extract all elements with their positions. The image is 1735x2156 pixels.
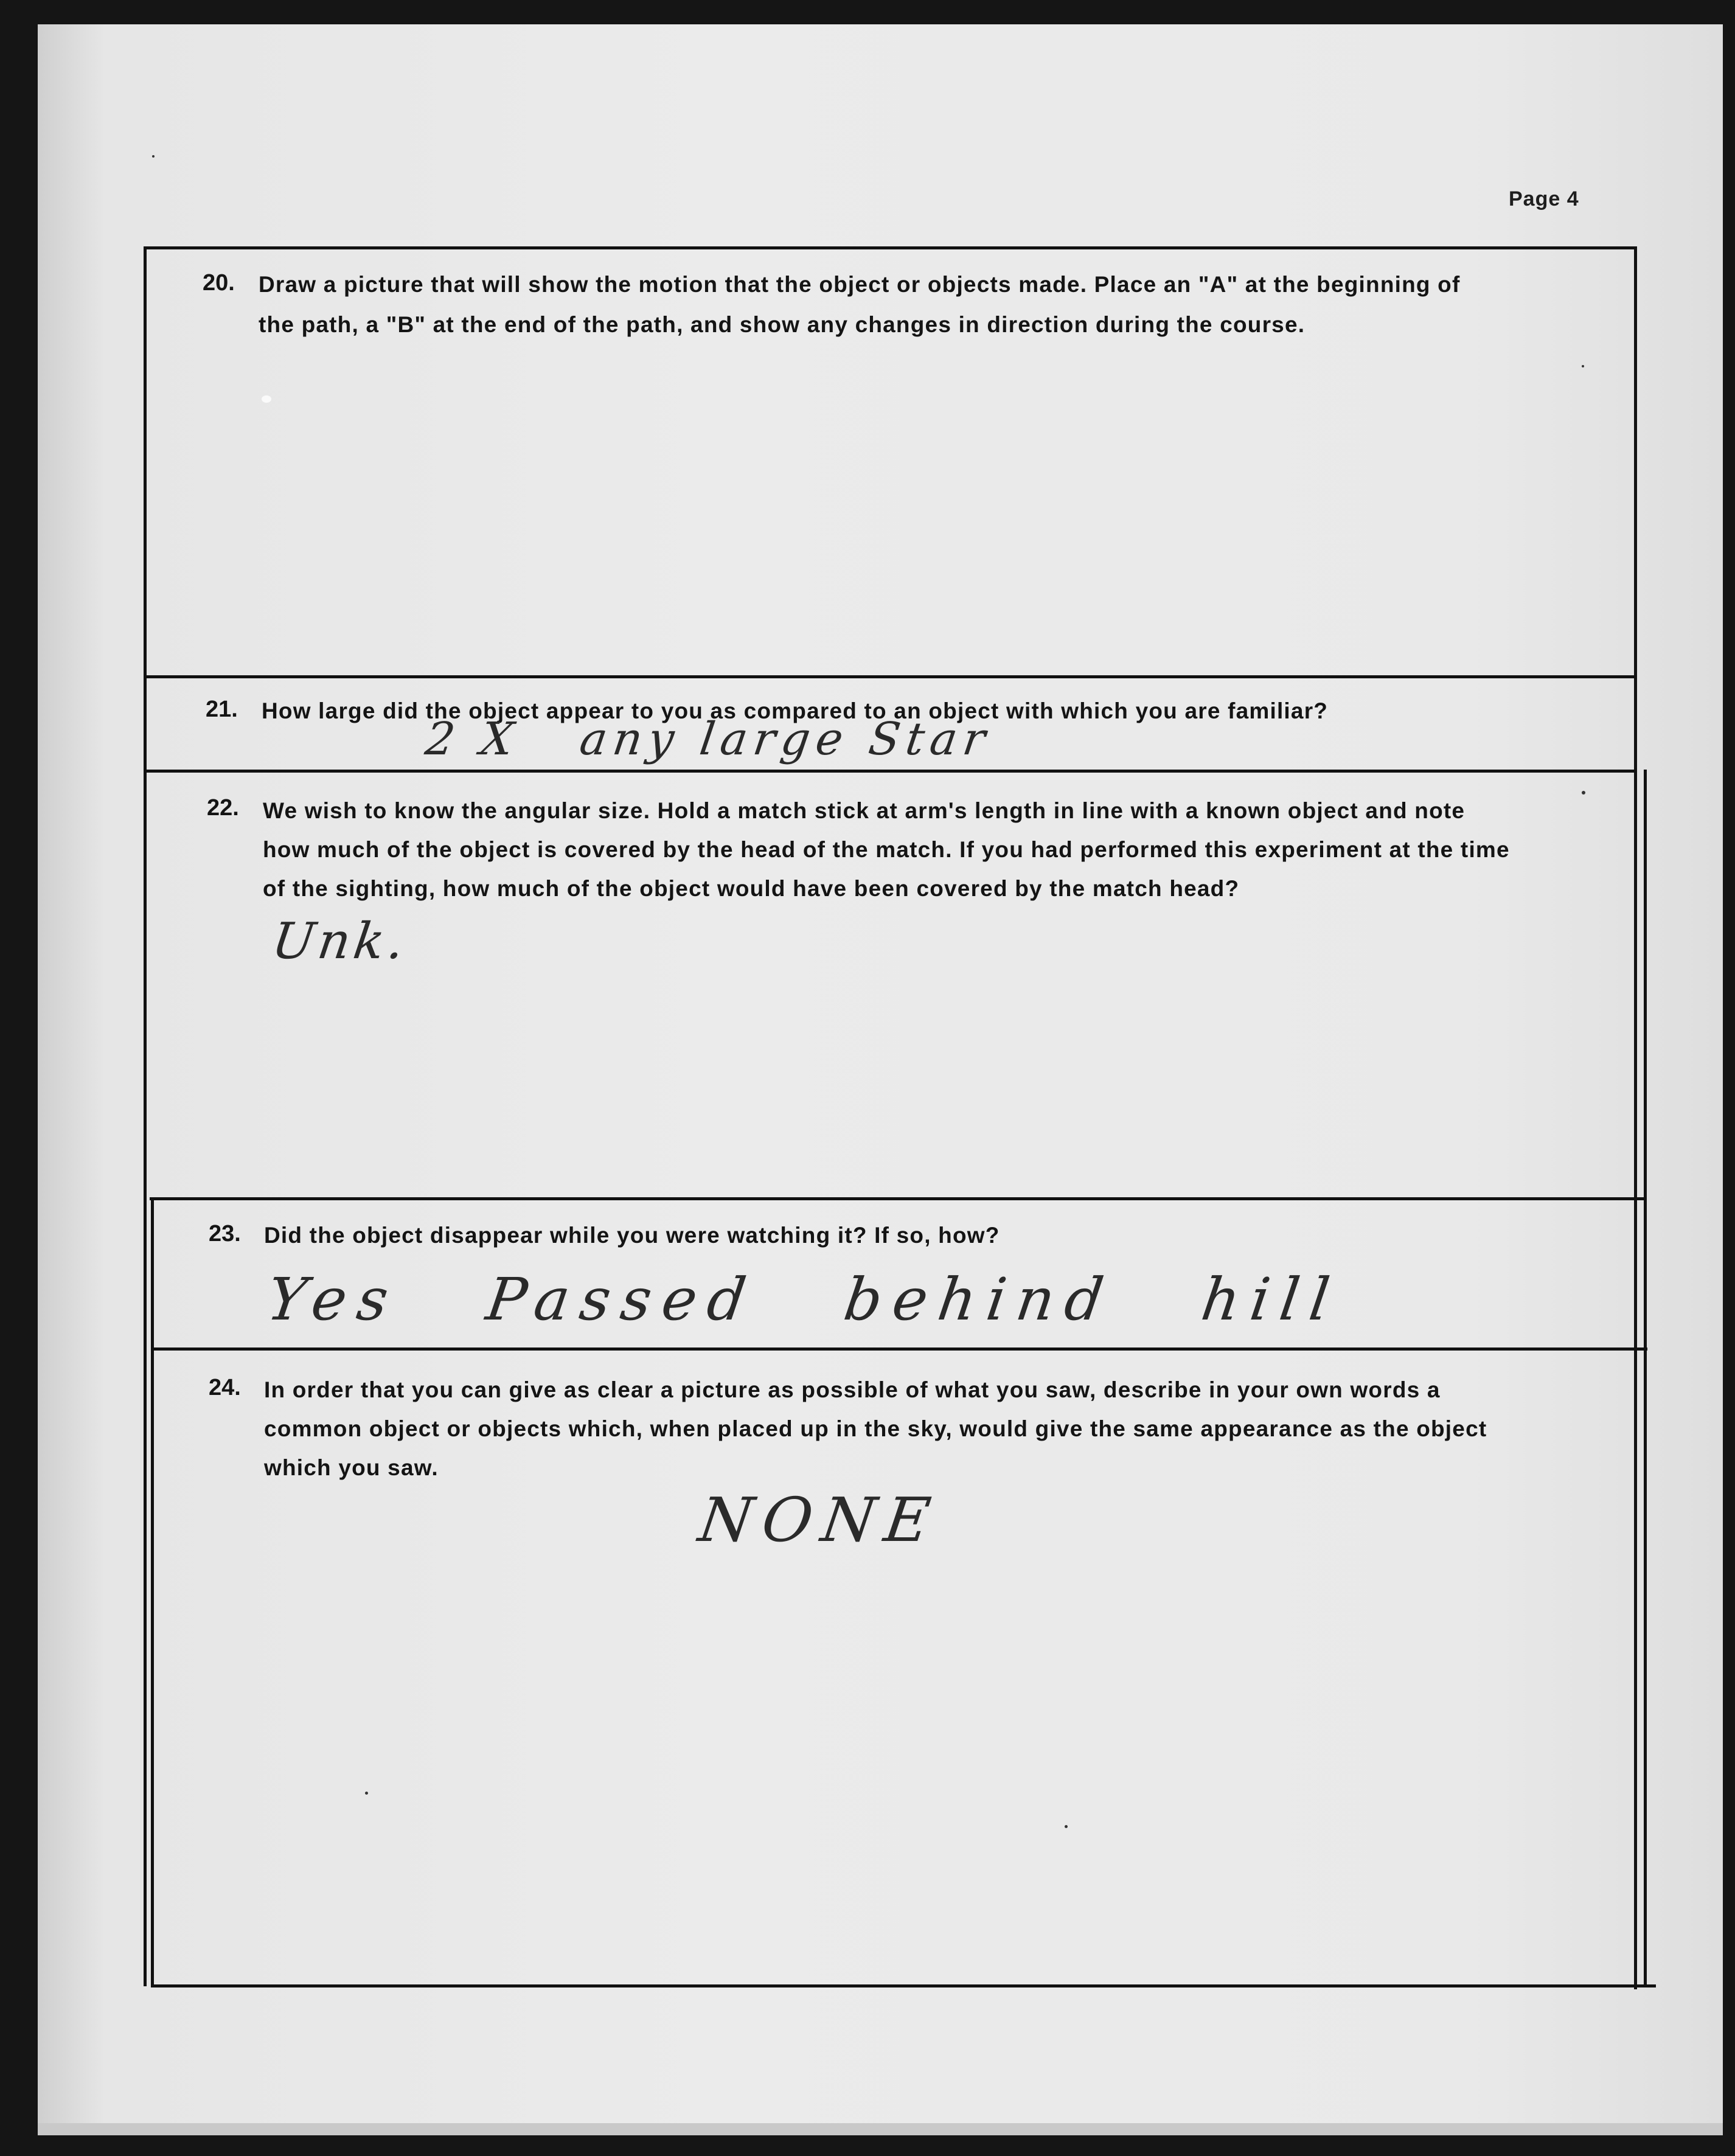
scan-speck <box>262 395 271 403</box>
question-23-answer: Yes Passed behind hill <box>263 1265 1344 1334</box>
paper-bottom-edge <box>38 2123 1723 2135</box>
question-20-text-line1: Draw a picture that will show the motion that the object or objects made. Place an "A" at the beginning of <box>259 272 1461 297</box>
question-22-text-line3: of the sighting, how much of the object would have been covered by the match head? <box>263 876 1240 901</box>
form-left-border <box>144 246 147 1986</box>
question-24-text-line3: which you saw. <box>264 1455 439 1480</box>
form-bottom-border <box>153 1984 1656 1987</box>
form-right-border <box>1634 249 1637 1989</box>
question-21-text: How large did the object appear to you as compared to an object with which you are familiar? <box>262 698 1329 723</box>
question-20-text-line2: the path, a "B" at the end of the path, and show any changes in direction during the course. <box>259 312 1306 337</box>
page-number: Page 4 <box>1509 187 1579 210</box>
question-21-number: 21. <box>206 697 238 722</box>
scan-speck <box>1582 791 1585 795</box>
question-23-number: 23. <box>209 1221 241 1247</box>
question-24-text-line1: In order that you can give as clear a picture as possible of what you saw, describe in your own words a <box>264 1377 1441 1402</box>
divider-20-21 <box>146 675 1637 678</box>
divider-22-23 <box>150 1197 1646 1200</box>
question-21-answer: 2 X any large Star <box>422 713 995 765</box>
form-right-border-lower <box>1644 770 1647 1987</box>
question-24-text-line2: common object or objects which, when placed up in the sky, would give the same appearance as the object <box>264 1416 1487 1441</box>
question-22-number: 22. <box>207 795 239 821</box>
divider-21-22 <box>146 770 1637 773</box>
divider-23-24 <box>151 1348 1647 1351</box>
form-top-border <box>144 246 1637 249</box>
question-24-answer: NONE <box>694 1484 945 1556</box>
form-left-border-lower <box>151 1197 154 1987</box>
question-20-number: 20. <box>203 270 235 296</box>
question-22-text-line2: how much of the object is covered by the head of the match. If you had performed this experiment at the time <box>263 837 1510 862</box>
question-22-answer: Unk. <box>268 913 412 970</box>
scan-speck <box>152 155 155 158</box>
scan-speck <box>365 1792 368 1795</box>
question-23-text: Did the object disappear while you were watching it? If so, how? <box>264 1223 1000 1248</box>
scan-speck <box>1065 1825 1068 1828</box>
scan-speck <box>1582 365 1584 367</box>
question-22-text-line1: We wish to know the angular size. Hold a match stick at arm's length in line with a known object and note <box>263 798 1466 823</box>
question-24-number: 24. <box>209 1375 241 1400</box>
